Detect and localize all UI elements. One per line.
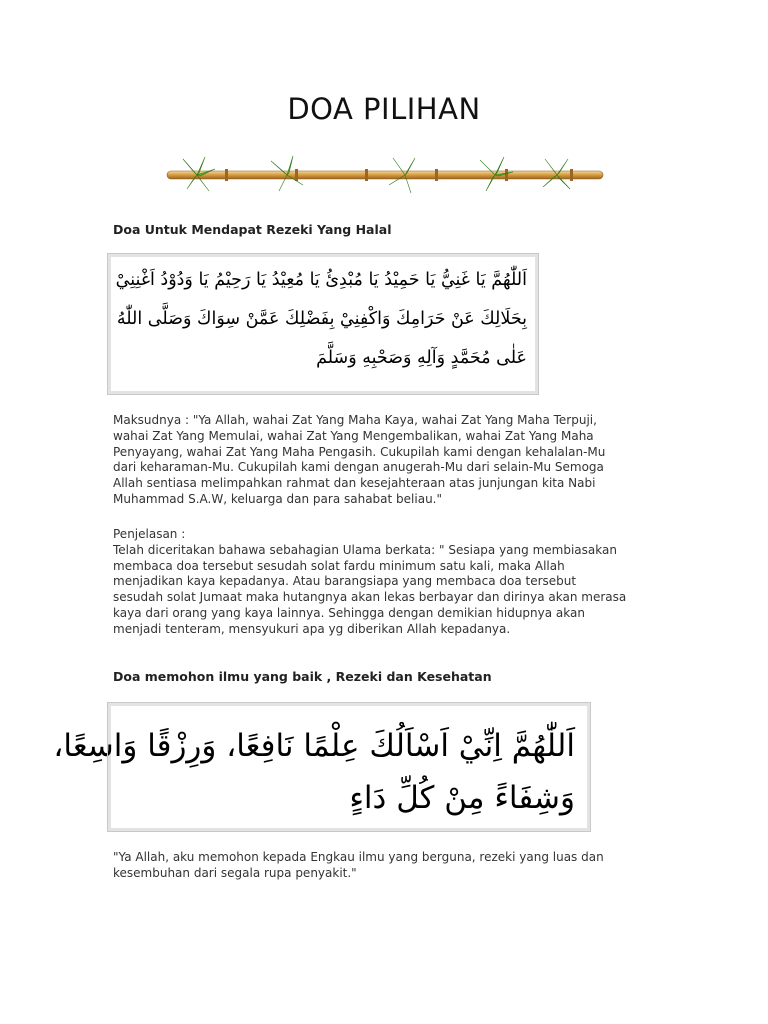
text-line: dari keharaman-Mu. Cukupilah kami dengan anugerah-Mu dari selain-Mu Semoga	[113, 460, 604, 475]
text-line: Penjelasan :	[113, 527, 186, 541]
text-line: Maksudnya : "Ya Allah, wahai Zat Yang Maha Kaya, wahai Zat Yang Maha Terpuji,	[113, 413, 597, 427]
arabic-line: اَللّٰهُمَّ اِنِّيْ اَسْاَلُكَ عِلْمًا نَافِعًا، وَرِزْقًا وَاسِعًا،	[53, 728, 575, 764]
text-line: Allah sentiasa melimpahkan rahmat dan kesejahteraan atas junjungan kita Nabi	[113, 476, 596, 491]
section1-arabic-box	[108, 254, 538, 394]
arabic-line: اَللّٰهُمَّ يَا غَنِيُّ يَا حَمِيْدُ يَا مُبْدِئُ يَا مُعِيْدُ يَا رَحِيْمُ يَا وَدُوْدُ اَغْنِنِيْ	[115, 270, 527, 290]
text-line: membaca doa tersebut sesudah solat fardu minimum satu kali, maka Allah	[113, 558, 565, 573]
arabic-line: بِحَلَالِكَ عَنْ حَرَامِكَ وَاكْفِنِيْ بِفَضْلِكَ عَمَّنْ سِوَاكَ وَصَلَّى اللّٰهُ	[116, 309, 527, 329]
text-line: kaya dari orang yang kaya lainnya. Sehingga dengan demikian hidupnya akan	[113, 605, 585, 620]
section2-meaning	[113, 850, 658, 882]
text-line: wahai Zat Yang Memulai, wahai Zat Yang Mengembalikan, wahai Zat Yang Maha	[113, 428, 594, 443]
text-line: Muhammad S.A.W, keluarga dan para sahabat beliau."	[113, 491, 443, 506]
section1-explanation	[113, 527, 658, 638]
text-line: kesembuhan dari segala rupa penyakit."	[113, 865, 357, 880]
text-line: "Ya Allah, aku memohon kepada Engkau ilmu yang berguna, rezeki yang luas dan	[113, 850, 604, 864]
arabic-line: وَشِفَاءً مِنْ كُلِّ دَاءٍ	[349, 780, 575, 816]
section1-heading: Doa Untuk Mendapat Rezeki Yang Halal	[113, 222, 392, 237]
section2-heading: Doa memohon ilmu yang baik , Rezeki dan Kesehatan	[113, 669, 492, 684]
bamboo-divider-icon	[165, 150, 605, 200]
text-line: menjadikan kaya kepadanya. Atau barangsiapa yang membaca doa tersebut	[113, 574, 577, 589]
section1-meaning	[113, 413, 658, 508]
section2-arabic-box	[53, 703, 590, 831]
text-line: Penyayang, wahai Zat Yang Maha Pengasih. Cukupilah kami dengan kehalalan-Mu	[113, 444, 606, 459]
text-line: Telah diceritakan bahawa sebahagian Ulama berkata: " Sesiapa yang membiasakan	[113, 542, 617, 557]
page-title: DOA PILIHAN	[287, 92, 481, 126]
text-line: menjadi tenteram, mensyukuri apa yg diberikan Allah kepadanya.	[113, 621, 511, 636]
arabic-line: عَلٰى مُحَمَّدٍ وَآلِهِ وَصَحْبِهِ وَسَلَّمَ	[316, 348, 527, 368]
text-line: sesudah solat Jumaat maka hutangnya akan lekas berbayar dan dirinya akan merasa	[113, 590, 627, 605]
